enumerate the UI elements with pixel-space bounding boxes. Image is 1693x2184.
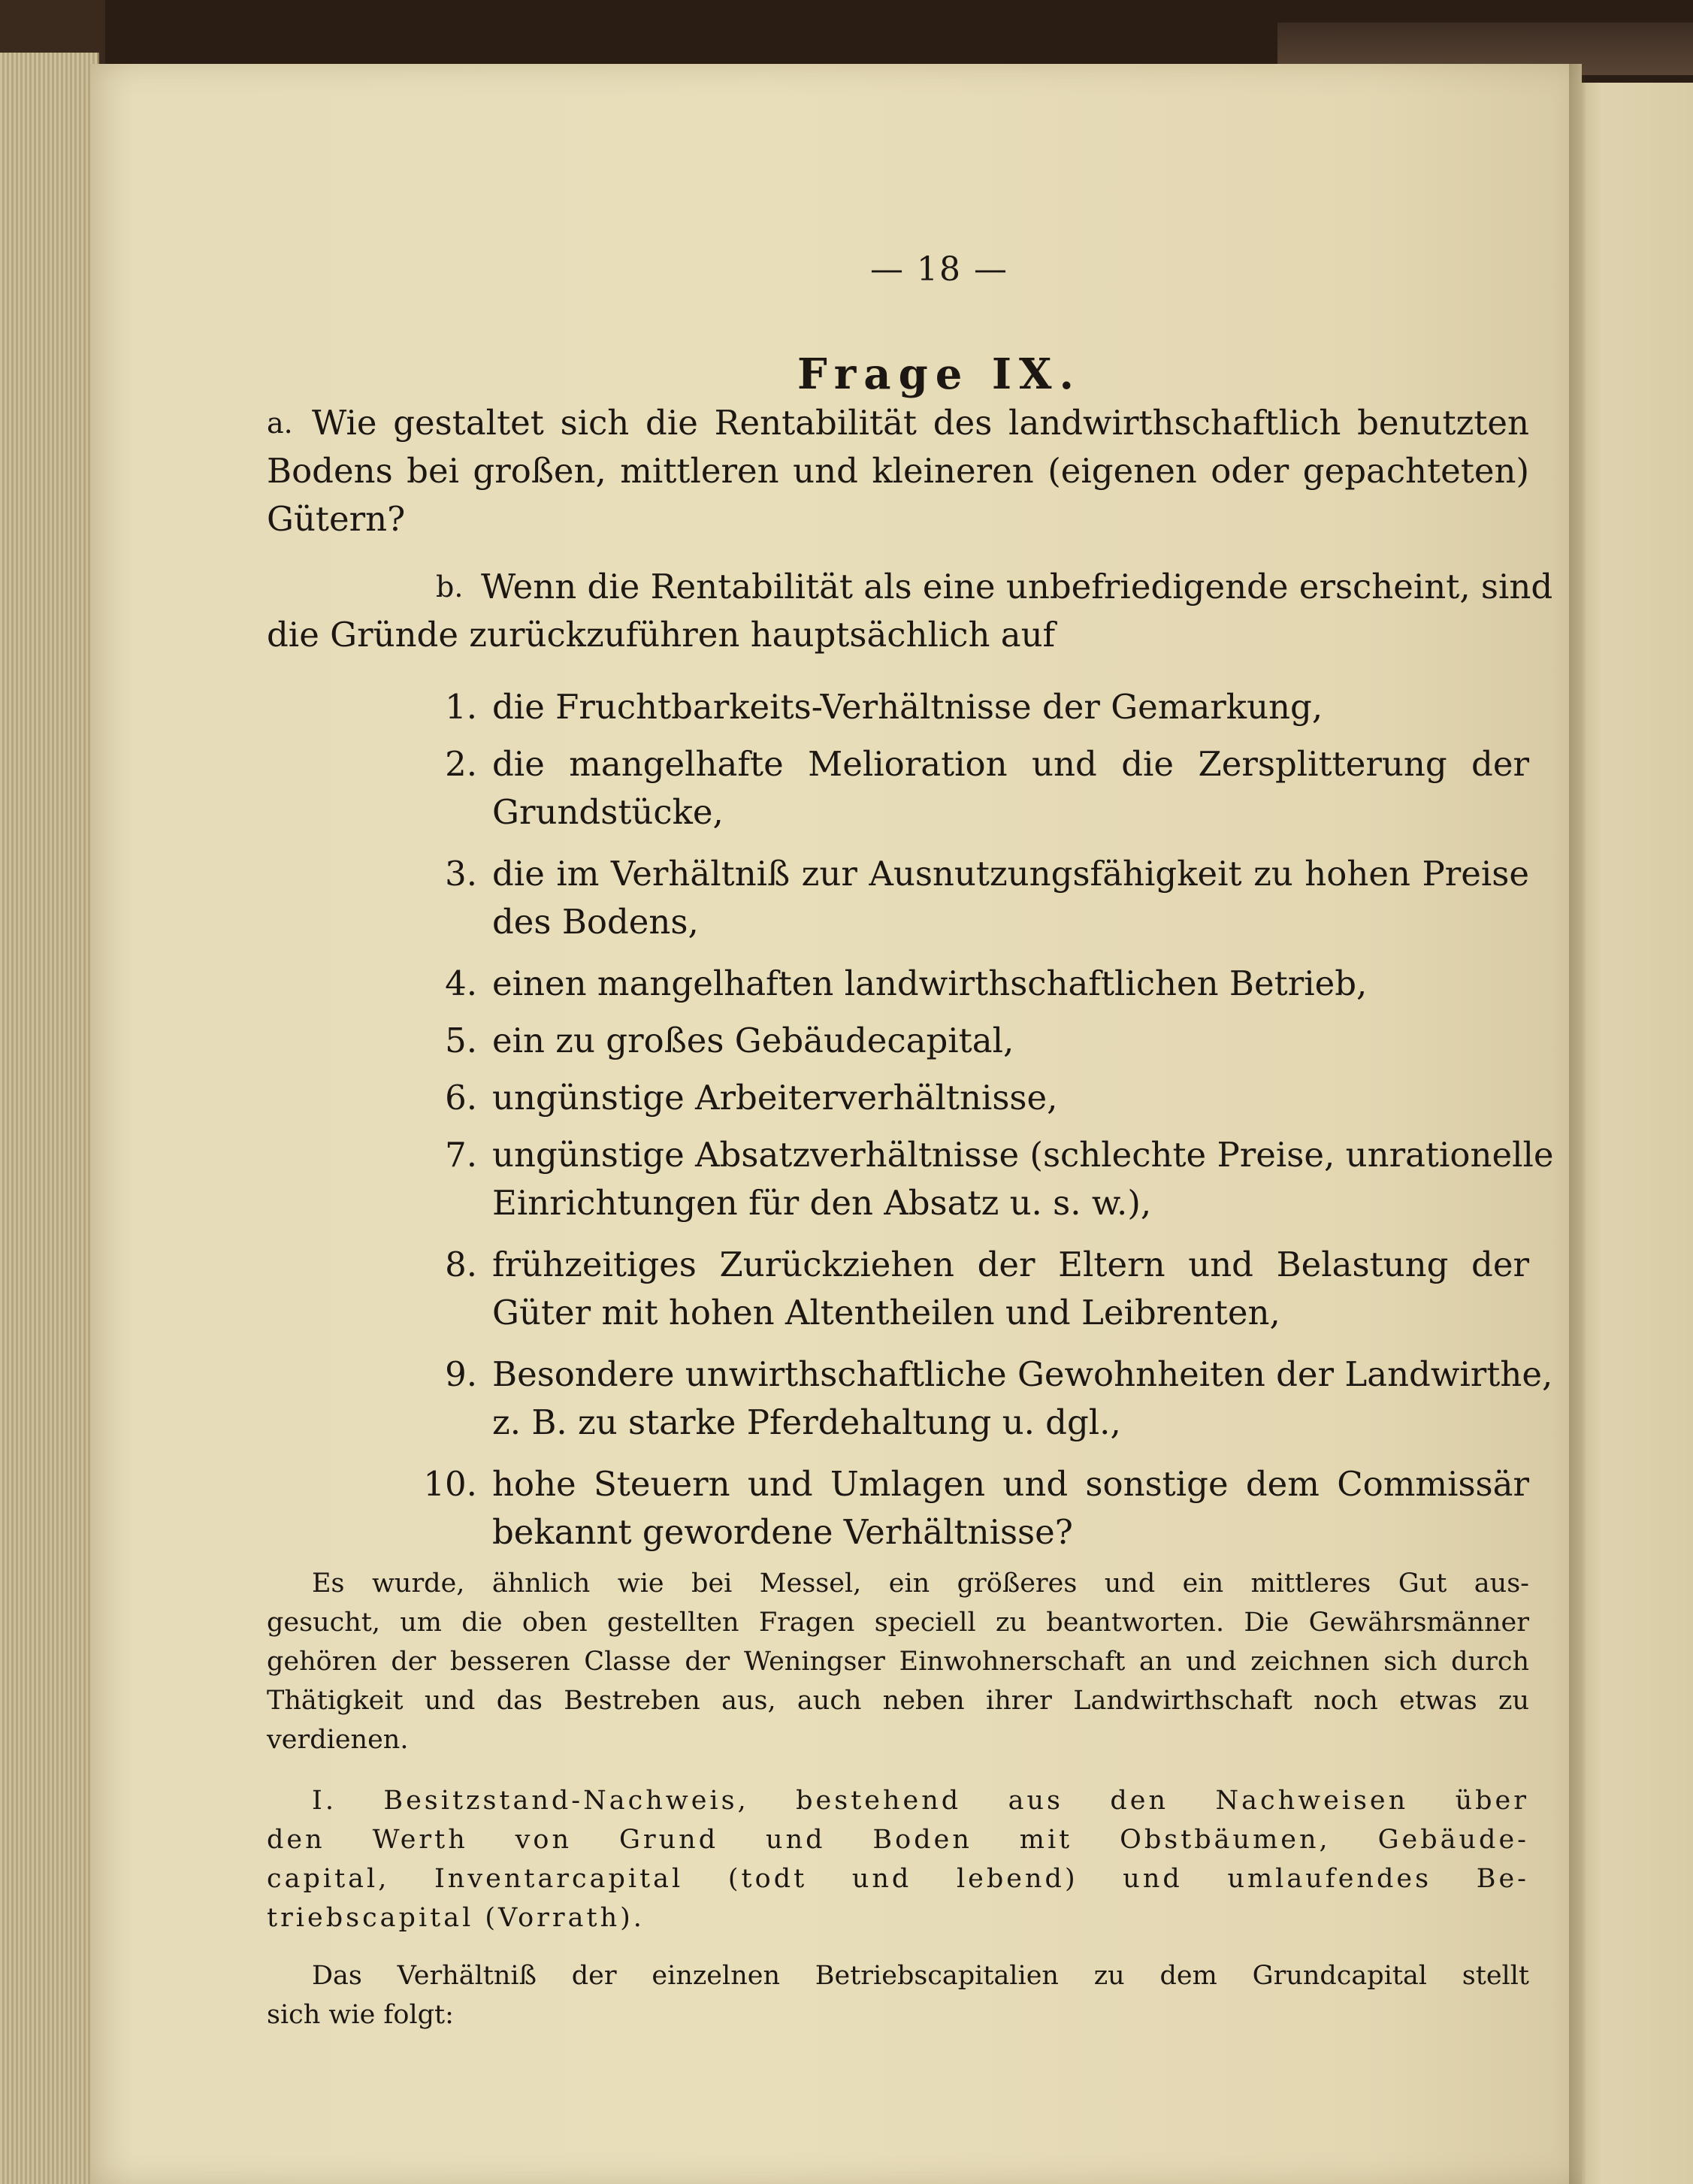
reason-number: 2. [445, 744, 477, 784]
reason-item [406, 685, 1529, 733]
answer-line: Es wurde, ähnlich wie bei Messel, ein größeres und ein mittleres Gut aus- [312, 1568, 1529, 1599]
reason-line: z. B. zu starke Pferdehaltung u. dgl., [492, 1402, 1121, 1442]
closing-line: Das Verhältniß der einzelnen Betriebscapitalien zu dem Grundcapital stellt [312, 1961, 1529, 1991]
book-page [90, 64, 1582, 2184]
page-number: — 18 — [870, 250, 1008, 289]
reason-line: die Fruchtbarkeits-Verhältnisse der Gemarkung, [492, 687, 1323, 727]
reason-line: ungünstige Absatzverhältnisse (schlechte Preise, unrationelle [492, 1135, 1554, 1175]
reasons-list [406, 685, 1554, 1564]
reason-line: die mangelhafte Melioration und die Zersplitterung der [492, 744, 1529, 784]
reason-item [406, 1018, 1529, 1066]
answer-paragraph [267, 1564, 1529, 1767]
reason-number: 7. [445, 1135, 477, 1175]
section-I [267, 1781, 1529, 1947]
question-b [267, 564, 1553, 670]
reason-line: die im Verhältniß zur Ausnutzungsfähigkeit zu hohen Preise [492, 854, 1529, 894]
reason-line: ungünstige Arbeiterverhältnisse, [492, 1078, 1058, 1118]
left-page-stack [0, 53, 99, 2184]
question-heading: Frage IX. [797, 349, 1081, 399]
reason-line: frühzeitiges Zurückziehen der Eltern und Belastung der [492, 1245, 1529, 1284]
question-a-label: a. [267, 407, 293, 440]
section-I-line: triebscapital (Vorrath). [267, 1903, 645, 1933]
question-b-line: Wenn die Rentabilität als eine unbefriedigende erscheint, sind [481, 567, 1553, 606]
reason-line: Besondere unwirthschaftliche Gewohnheiten der Landwirthe, [492, 1354, 1553, 1394]
right-page-edge [1578, 83, 1693, 2184]
reason-line: Güter mit hohen Altentheilen und Leibrenten, [492, 1293, 1280, 1332]
section-I-line: den Werth von Grund und Boden mit Obstbäumen, Gebäude- [267, 1825, 1529, 1855]
reason-line: Einrichtungen für den Absatz u. s. w.), [492, 1183, 1152, 1223]
reason-line: hohe Steuern und Umlagen und sonstige dem Commissär [492, 1464, 1529, 1504]
reason-item [406, 1462, 1529, 1558]
reason-line: ein zu großes Gebäudecapital, [492, 1021, 1014, 1060]
question-a-line: Gütern? [267, 499, 406, 539]
question-b-label: b. [436, 570, 464, 603]
reason-number: 4. [445, 963, 477, 1003]
reason-line: bekannt gewordene Verhältnisse? [492, 1512, 1073, 1552]
question-b-line: die Gründe zurückzuführen hauptsächlich auf [267, 615, 1056, 655]
page-gutter-shadow [1569, 64, 1586, 2184]
answer-line: gehören der besseren Classe der Weningser Einwohnerschaft an und zeichnen sich durch [267, 1647, 1529, 1677]
reason-item [406, 961, 1529, 1009]
reason-item [406, 742, 1529, 838]
reason-line: Grundstücke, [492, 792, 724, 832]
section-I-line: I. Besitzstand-Nachweis, bestehend aus den Nachweisen über [312, 1786, 1529, 1816]
reason-item [406, 1352, 1553, 1448]
answer-line: verdienen. [267, 1725, 409, 1755]
question-a [267, 401, 1529, 551]
reason-number: 6. [445, 1078, 477, 1118]
answer-line: Thätigkeit und das Bestreben aus, auch neben ihrer Landwirthschaft noch etwas zu [267, 1686, 1529, 1716]
reason-line: des Bodens, [492, 902, 699, 942]
closing-paragraph [267, 1956, 1529, 2039]
reason-number: 8. [445, 1245, 477, 1284]
reason-item [406, 1242, 1529, 1339]
answer-line: gesucht, um die oben gestellten Fragen speciell zu beantworten. Die Gewährsmänner [267, 1608, 1529, 1638]
reason-number: 10. [423, 1464, 477, 1504]
reason-item [406, 1133, 1554, 1229]
section-I-line: capital, Inventarcapital (todt und lebend) und umlaufendes Be- [267, 1864, 1529, 1894]
question-a-line: Wie gestaltet sich die Rentabilität des landwirthschaftlich benutzten [312, 403, 1529, 443]
reason-item [406, 852, 1529, 948]
reason-number: 3. [445, 854, 477, 894]
reason-number: 5. [445, 1021, 477, 1060]
reason-line: einen mangelhaften landwirthschaftlichen Betrieb, [492, 963, 1368, 1003]
reason-number: 1. [445, 687, 477, 727]
question-a-line: Bodens bei großen, mittleren und kleineren (eigenen oder gepachteten) [267, 451, 1529, 491]
reason-item [406, 1075, 1529, 1124]
reason-number: 9. [445, 1354, 477, 1394]
closing-line: sich wie folgt: [267, 2000, 454, 2030]
